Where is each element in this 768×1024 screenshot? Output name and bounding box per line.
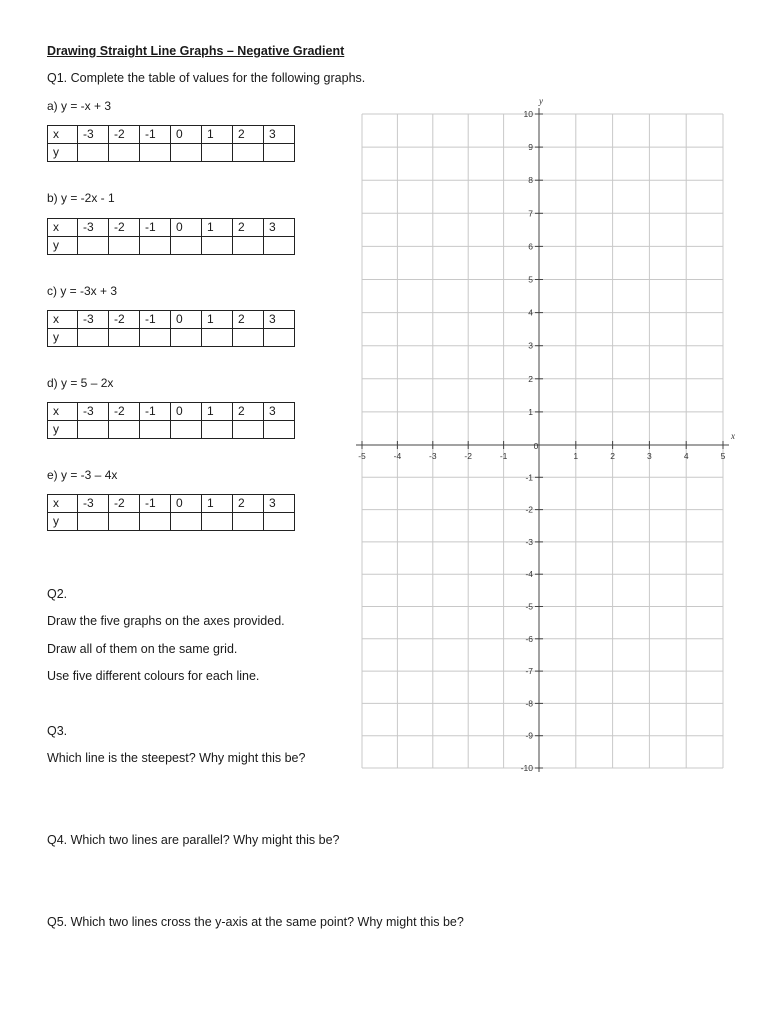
x-tick-label: -5	[358, 451, 366, 461]
x-tick-label: 3	[647, 451, 652, 461]
table-row-y	[48, 329, 295, 347]
y-answer-cell[interactable]	[78, 421, 109, 439]
value-table-a	[47, 125, 295, 162]
y-header: y	[48, 329, 78, 347]
x-cell: 1	[202, 219, 233, 237]
x-cell: -3	[78, 495, 109, 513]
equation-label-b: b) y = -2x - 1	[47, 191, 115, 205]
y-answer-cell[interactable]	[233, 237, 264, 255]
q2-heading: Q2.	[47, 587, 68, 601]
x-tick-label: 2	[610, 451, 615, 461]
x-cell: 3	[264, 495, 295, 513]
x-cell: 1	[202, 403, 233, 421]
x-cell: -3	[78, 126, 109, 144]
x-cell: 1	[202, 126, 233, 144]
y-answer-cell[interactable]	[109, 144, 140, 162]
y-tick-label: -5	[525, 601, 533, 612]
x-tick-label: -2	[464, 451, 472, 461]
y-answer-cell[interactable]	[78, 513, 109, 531]
y-answer-cell[interactable]	[233, 144, 264, 162]
y-header: y	[48, 237, 78, 255]
y-answer-cell[interactable]	[264, 144, 295, 162]
x-cell: 3	[264, 219, 295, 237]
x-cell: 1	[202, 311, 233, 329]
y-answer-cell[interactable]	[78, 329, 109, 347]
table-row-y	[48, 144, 295, 162]
y-answer-cell[interactable]	[202, 237, 233, 255]
origin-label: 0	[533, 441, 539, 451]
x-header: x	[48, 219, 78, 237]
y-tick-label: 3	[528, 340, 533, 351]
x-cell: 2	[233, 495, 264, 513]
y-header: y	[48, 513, 78, 531]
x-tick-label: -1	[499, 451, 508, 461]
y-tick-label: -8	[525, 698, 533, 709]
x-axis-name: x	[731, 431, 735, 441]
y-header: y	[48, 421, 78, 439]
x-header: x	[48, 126, 78, 144]
y-answer-cell[interactable]	[264, 329, 295, 347]
y-tick-label: 5	[528, 274, 533, 285]
x-tick-label: 5	[720, 451, 726, 461]
q2-instruction-1: Draw the five graphs on the axes provided.	[47, 614, 285, 628]
equation-label-e: e) y = -3 – 4x	[47, 468, 118, 482]
coordinate-grid[interactable]	[340, 92, 745, 782]
y-answer-cell[interactable]	[171, 144, 202, 162]
y-tick-label: -7	[525, 666, 533, 677]
y-tick-label: 7	[528, 208, 533, 219]
x-header: x	[48, 403, 78, 421]
q3-question: Which line is the steepest? Why might this be?	[47, 751, 306, 765]
x-cell: 0	[171, 403, 202, 421]
y-answer-cell[interactable]	[78, 237, 109, 255]
page-title: Drawing Straight Line Graphs – Negative Gradient	[47, 44, 345, 58]
x-cell: 3	[264, 311, 295, 329]
y-answer-cell[interactable]	[202, 144, 233, 162]
x-cell: 0	[171, 219, 202, 237]
y-answer-cell[interactable]	[109, 513, 140, 531]
x-header: x	[48, 495, 78, 513]
q3-heading: Q3.	[47, 724, 68, 738]
x-tick-label: -3	[429, 451, 437, 461]
q2-instruction-3: Use five different colours for each line.	[47, 669, 260, 683]
y-answer-cell[interactable]	[171, 237, 202, 255]
y-answer-cell[interactable]	[233, 329, 264, 347]
value-table-d	[47, 402, 295, 439]
y-tick-label: -4	[525, 569, 533, 580]
x-cell: 2	[233, 403, 264, 421]
y-answer-cell[interactable]	[202, 329, 233, 347]
y-answer-cell[interactable]	[233, 421, 264, 439]
table-row-y	[48, 513, 295, 531]
equation-label-c: c) y = -3x + 3	[47, 284, 118, 298]
y-tick-label: -1	[525, 472, 533, 483]
y-answer-cell[interactable]	[78, 144, 109, 162]
y-answer-cell[interactable]	[202, 513, 233, 531]
x-cell: -2	[109, 495, 140, 513]
table-row-x	[48, 126, 295, 144]
x-cell: -2	[109, 219, 140, 237]
x-cell: -1	[140, 219, 171, 237]
y-answer-cell[interactable]	[109, 237, 140, 255]
table-row-y	[48, 421, 295, 439]
y-tick-label: 2	[528, 373, 533, 384]
y-tick-label: 1	[528, 406, 533, 417]
y-tick-label: -3	[525, 536, 533, 547]
x-tick-label: -4	[393, 451, 402, 461]
y-answer-cell[interactable]	[202, 421, 233, 439]
table-row-x	[48, 495, 295, 513]
value-table-e	[47, 494, 295, 531]
q2-instruction-2: Draw all of them on the same grid.	[47, 642, 238, 656]
x-tick-label: 1	[573, 451, 579, 461]
y-answer-cell[interactable]	[109, 329, 140, 347]
q4-question: Q4. Which two lines are parallel? Why might this be?	[47, 833, 340, 847]
x-cell: 0	[171, 311, 202, 329]
x-cell: -3	[78, 403, 109, 421]
x-cell: -3	[78, 311, 109, 329]
y-tick-label: 10	[523, 109, 533, 119]
x-cell: -2	[109, 403, 140, 421]
x-tick-label: 4	[683, 451, 689, 461]
y-tick-label: -6	[525, 633, 533, 644]
x-cell: -1	[140, 495, 171, 513]
table-row-y	[48, 237, 295, 255]
value-table-b	[47, 218, 295, 255]
x-cell: -1	[140, 403, 171, 421]
x-cell: -2	[109, 126, 140, 144]
x-cell: 2	[233, 219, 264, 237]
x-cell: 3	[264, 126, 295, 144]
y-answer-cell[interactable]	[264, 513, 295, 531]
x-cell: 3	[264, 403, 295, 421]
y-tick-label: -9	[525, 730, 533, 741]
y-answer-cell[interactable]	[264, 421, 295, 439]
x-cell: 0	[171, 495, 202, 513]
equation-label-d: d) y = 5 – 2x	[47, 376, 114, 390]
q1-instruction: Q1. Complete the table of values for the following graphs.	[47, 71, 366, 85]
table-row-x	[48, 311, 295, 329]
y-answer-cell[interactable]	[140, 513, 171, 531]
y-answer-cell[interactable]	[109, 421, 140, 439]
y-tick-label: 6	[528, 241, 533, 252]
y-tick-label: 4	[528, 307, 533, 318]
table-row-x	[48, 219, 295, 237]
y-tick-label: 8	[528, 175, 533, 186]
x-cell: 2	[233, 126, 264, 144]
y-answer-cell[interactable]	[140, 237, 171, 255]
y-tick-label: 9	[528, 142, 533, 153]
y-answer-cell[interactable]	[140, 421, 171, 439]
x-cell: 1	[202, 495, 233, 513]
y-answer-cell[interactable]	[140, 144, 171, 162]
y-answer-cell[interactable]	[171, 513, 202, 531]
equation-label-a: a) y = -x + 3	[47, 99, 112, 113]
value-table-c	[47, 310, 295, 347]
y-answer-cell[interactable]	[233, 513, 264, 531]
y-answer-cell[interactable]	[171, 329, 202, 347]
y-header: y	[48, 144, 78, 162]
x-cell: -3	[78, 219, 109, 237]
y-tick-label: -10	[520, 763, 533, 773]
x-cell: 2	[233, 311, 264, 329]
y-answer-cell[interactable]	[140, 329, 171, 347]
x-header: x	[48, 311, 78, 329]
y-answer-cell[interactable]	[171, 421, 202, 439]
x-cell: -2	[109, 311, 140, 329]
x-cell: -1	[140, 126, 171, 144]
x-cell: 0	[171, 126, 202, 144]
y-axis-name: y	[539, 96, 543, 106]
y-tick-label: -2	[525, 504, 533, 515]
table-row-x	[48, 403, 295, 421]
x-cell: -1	[140, 311, 171, 329]
y-answer-cell[interactable]	[264, 237, 295, 255]
q5-question: Q5. Which two lines cross the y-axis at the same point? Why might this be?	[47, 915, 464, 929]
